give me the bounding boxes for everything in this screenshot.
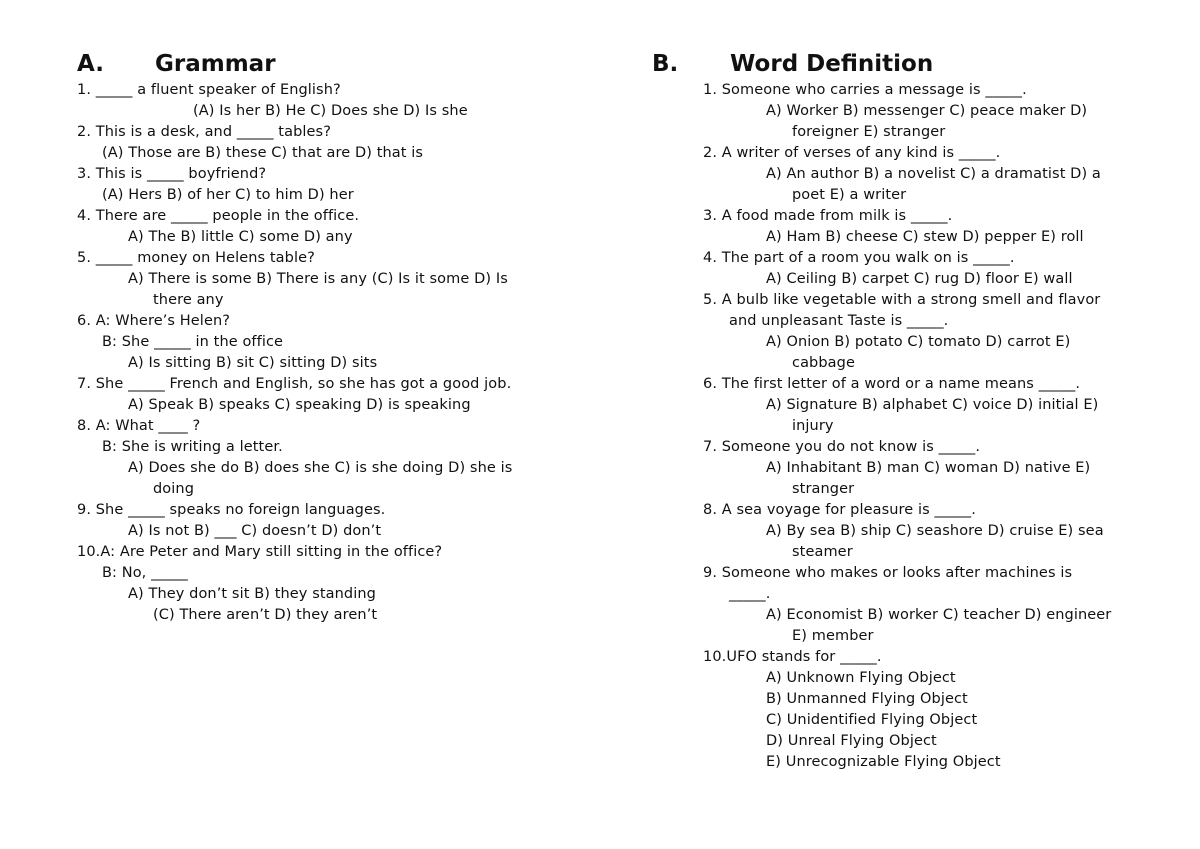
grammar-question: 5. _____ money on Helens table? <box>77 250 315 266</box>
definition-question: 1. Someone who carries a message is _____. <box>703 82 1027 98</box>
definition-options: A) Signature B) alphabet C) voice D) initial E) <box>766 397 1099 413</box>
definition-options: A) Worker B) messenger C) peace maker D) <box>766 103 1088 119</box>
definition-question-cont: _____. <box>729 586 771 602</box>
definition-question: 5. A bulb like vegetable with a strong smell and flavor <box>703 292 1101 308</box>
grammar-options: A) The B) little C) some D) any <box>128 229 353 245</box>
definition-question: 7. Someone you do not know is _____. <box>703 439 981 455</box>
grammar-options: A) Speak B) speaks C) speaking D) is speaking <box>128 397 471 413</box>
definition-options-cont: injury <box>792 418 834 434</box>
definition-question: 9. Someone who makes or looks after machines is <box>703 565 1073 581</box>
definition-options-cont: E) member <box>792 628 874 644</box>
definition-options: A) Ham B) cheese C) stew D) pepper E) roll <box>766 229 1084 245</box>
grammar-question-cont: B: No, _____ <box>102 565 188 581</box>
section-b-heading <box>652 50 933 78</box>
grammar-question: 4. There are _____ people in the office. <box>77 208 360 224</box>
definition-options-cont: cabbage <box>792 355 855 371</box>
definition-option-item: B) Unmanned Flying Object <box>766 691 968 707</box>
definition-question: 4. The part of a room you walk on is _____. <box>703 250 1015 266</box>
definition-options: A) Inhabitant B) man C) woman D) native E) <box>766 460 1091 476</box>
section-a-heading <box>77 50 276 78</box>
grammar-question-cont: B: She _____ in the office <box>102 334 284 350</box>
definition-options: A) Ceiling B) carpet C) rug D) floor E) wall <box>766 271 1073 287</box>
section-b-letter: B. <box>652 51 679 77</box>
definition-option-item: E) Unrecognizable Flying Object <box>766 754 1001 770</box>
grammar-options-cont: doing <box>153 481 194 497</box>
grammar-question: 9. She _____ speaks no foreign languages. <box>77 502 386 518</box>
definition-question-cont: and unpleasant Taste is _____. <box>729 313 949 329</box>
grammar-question: 2. This is a desk, and _____ tables? <box>77 124 331 140</box>
definition-question: 6. The first letter of a word or a name means _____. <box>703 376 1081 392</box>
definition-options-cont: stranger <box>792 481 855 497</box>
grammar-question-cont: B: She is writing a letter. <box>102 439 283 455</box>
grammar-options: A) Is not B) ___ C) doesn’t D) don’t <box>128 523 382 539</box>
grammar-question: 1. _____ a fluent speaker of English? <box>77 82 341 98</box>
grammar-options: A) They don’t sit B) they standing <box>128 586 376 602</box>
grammar-options: (A) Is her B) He C) Does she D) Is she <box>193 103 468 119</box>
definition-options-cont: poet E) a writer <box>792 187 907 203</box>
grammar-options: (A) Those are B) these C) that are D) that is <box>102 145 424 161</box>
grammar-question: 10.A: Are Peter and Mary still sitting in the office? <box>77 544 443 560</box>
section-a-letter: A. <box>77 51 104 77</box>
section-b-title: Word Definition <box>730 51 934 77</box>
definition-question: 10.UFO stands for _____. <box>703 649 882 665</box>
grammar-options: A) There is some B) There is any (C) Is it some D) Is <box>128 271 508 287</box>
definition-options: A) By sea B) ship C) seashore D) cruise E) sea <box>766 523 1104 539</box>
definition-options-cont: foreigner E) stranger <box>792 124 946 140</box>
grammar-options-cont: (C) There aren’t D) they aren’t <box>153 607 378 623</box>
section-a-title: Grammar <box>155 51 276 77</box>
grammar-question: 6. A: Where’s Helen? <box>77 313 231 329</box>
definition-question: 3. A food made from milk is _____. <box>703 208 953 224</box>
grammar-question: 8. A: What ____ ? <box>77 418 201 434</box>
grammar-question: 7. She _____ French and English, so she has got a good job. <box>77 376 512 392</box>
definition-options: A) Onion B) potato C) tomato D) carrot E) <box>766 334 1071 350</box>
grammar-options: A) Does she do B) does she C) is she doing D) she is <box>128 460 513 476</box>
grammar-question: 3. This is _____ boyfriend? <box>77 166 267 182</box>
definition-options-cont: steamer <box>792 544 853 560</box>
definition-options: A) An author B) a novelist C) a dramatist D) a <box>766 166 1101 182</box>
grammar-options-cont: there any <box>153 292 224 308</box>
definition-option-item: C) Unidentified Flying Object <box>766 712 978 728</box>
definition-question: 2. A writer of verses of any kind is _____. <box>703 145 1001 161</box>
definition-option-item: D) Unreal Flying Object <box>766 733 937 749</box>
definition-options: A) Economist B) worker C) teacher D) engineer <box>766 607 1112 623</box>
grammar-options: (A) Hers B) of her C) to him D) her <box>102 187 354 203</box>
definition-question: 8. A sea voyage for pleasure is _____. <box>703 502 976 518</box>
definition-option-item: A) Unknown Flying Object <box>766 670 956 686</box>
grammar-options: A) Is sitting B) sit C) sitting D) sits <box>128 355 378 371</box>
